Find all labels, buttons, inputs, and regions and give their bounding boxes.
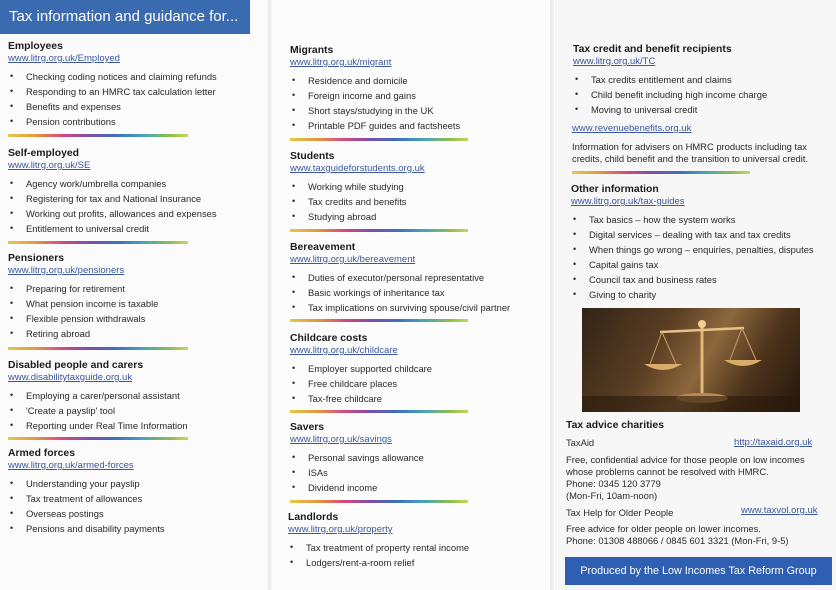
section-title: Migrants <box>290 45 334 56</box>
section-title: Landlords <box>288 512 339 523</box>
list-item: • Checking coding notices and claiming refunds <box>8 69 217 84</box>
section-title: Savers <box>290 422 325 433</box>
list-item: • ISAs <box>290 465 424 480</box>
section-disabled-carers <box>8 359 188 433</box>
list-item: • Digital services – dealing with tax and tax credits <box>571 227 814 242</box>
list-item: • Printable PDF guides and factsheets <box>290 118 460 133</box>
list-item: • Tax-free childcare <box>290 391 432 406</box>
divider <box>8 241 188 244</box>
list-item: • Employing a carer/personal assistant <box>8 388 188 403</box>
list-item: • 'Create a payslip' tool <box>8 403 188 418</box>
scales-of-justice-photo <box>582 308 800 412</box>
list-item: • Council tax and business rates <box>571 272 814 287</box>
list-item: • Pension contributions <box>8 114 217 129</box>
list-item: • Child benefit including high income charge <box>573 87 767 102</box>
taxaid-name: TaxAid <box>566 437 595 448</box>
list-item: • Retiring abroad <box>8 326 158 341</box>
section-title: Self-employed <box>8 148 80 159</box>
divider <box>8 437 188 440</box>
section-tax-advice-charities <box>566 419 826 432</box>
section-armed-forces <box>8 447 165 536</box>
scales-icon <box>582 308 800 412</box>
list-item: • Preparing for retirement <box>8 281 158 296</box>
section-self-employed <box>8 147 217 236</box>
older-people-name: Tax Help for Older People <box>566 507 674 518</box>
list-item: • Working out profits, allowances and expenses <box>8 206 217 221</box>
divider <box>572 171 750 174</box>
list-item: • Moving to universal credit <box>573 102 767 117</box>
list-item: • Basic workings of inheritance tax <box>290 285 510 300</box>
fold-line-2 <box>550 0 554 590</box>
section-employees <box>8 40 217 129</box>
advisers-description: Information for advisers on HMRC products including tax credits, child benefit and the transition to universal credit. <box>572 141 809 164</box>
list-item: • Tax basics – how the system works <box>571 212 814 227</box>
section-link[interactable]: www.taxguideforstudents.org.uk <box>290 163 425 174</box>
taxaid-description: Free, confidential advice for those people on low incomes whose problems cannot be resolved with HMRC. <box>566 454 805 477</box>
list-item: • Foreign income and gains <box>290 88 460 103</box>
section-title: Tax credit and benefit recipients <box>573 44 732 55</box>
section-savers <box>290 421 424 495</box>
list-item: • Employer supported childcare <box>290 361 432 376</box>
section-link[interactable]: www.disabilitytaxguide.org.uk <box>8 372 133 383</box>
section-students <box>290 150 425 224</box>
section-other-information <box>571 183 814 302</box>
older-people-description: Free advice for older people on lower incomes. <box>566 523 761 534</box>
section-title: Other information <box>571 184 659 195</box>
list-item: • Personal savings allowance <box>290 450 424 465</box>
section-link[interactable]: www.litrg.org.uk/childcare <box>290 345 398 356</box>
list-item: • Studying abroad <box>290 209 425 224</box>
section-link[interactable]: www.litrg.org.uk/migrant <box>290 57 392 68</box>
list-item: • Giving to charity <box>571 287 814 302</box>
revenuebenefits-link[interactable]: www.revenuebenefits.org.uk <box>572 123 692 134</box>
list-item: • Duties of executor/personal representative <box>290 270 510 285</box>
section-link[interactable]: www.litrg.org.uk/Employed <box>8 53 120 64</box>
list-item: • Understanding your payslip <box>8 476 165 491</box>
divider <box>290 319 468 322</box>
section-title: Pensioners <box>8 253 65 264</box>
list-item: • What pension income is taxable <box>8 296 158 311</box>
section-link[interactable]: www.litrg.org.uk/armed-forces <box>8 460 134 471</box>
section-landlords <box>288 511 469 570</box>
list-item: • Working while studying <box>290 179 425 194</box>
section-tax-credit-recipients <box>573 43 767 117</box>
list-item: • Tax treatment of property rental income <box>288 540 469 555</box>
list-item: • Free childcare places <box>290 376 432 391</box>
section-link[interactable]: www.litrg.org.uk/savings <box>290 434 392 445</box>
section-link[interactable]: www.litrg.org.uk/SE <box>8 160 91 171</box>
list-item: • Capital gains tax <box>571 257 814 272</box>
section-title: Students <box>290 151 335 162</box>
list-item: • Residence and domicile <box>290 73 460 88</box>
section-title: Employees <box>8 41 63 52</box>
section-link[interactable]: www.litrg.org.uk/bereavement <box>290 254 416 265</box>
section-childcare <box>290 332 432 406</box>
section-title: Tax advice charities <box>566 420 664 431</box>
section-link[interactable]: www.litrg.org.uk/TC <box>573 56 656 67</box>
list-item: • Short stays/studying in the UK <box>290 103 460 118</box>
taxaid-hours: (Mon-Fri, 10am-noon) <box>566 490 658 501</box>
section-title: Bereavement <box>290 242 356 253</box>
section-title: Disabled people and carers <box>8 360 144 371</box>
divider <box>290 500 468 503</box>
list-item: • Responding to an HMRC tax calculation letter <box>8 84 217 99</box>
list-item: • Tax credits and benefits <box>290 194 425 209</box>
list-item: • Entitlement to universal credit <box>8 221 217 236</box>
divider <box>290 410 468 413</box>
list-item: • Tax implications on surviving spouse/civil partner <box>290 300 510 315</box>
page-header: Tax information and guidance for... <box>0 0 250 34</box>
taxaid-link[interactable]: http://taxaid.org.uk <box>734 437 813 448</box>
divider <box>8 347 188 350</box>
list-item: • Tax credits entitlement and claims <box>573 72 767 87</box>
list-item: • Lodgers/rent-a-room relief <box>288 555 469 570</box>
section-link[interactable]: www.litrg.org.uk/property <box>288 524 393 535</box>
divider <box>8 134 188 137</box>
divider <box>290 229 468 232</box>
list-item: • Agency work/umbrella companies <box>8 176 217 191</box>
list-item: • Tax treatment of allowances <box>8 491 165 506</box>
list-item: • Registering for tax and National Insurance <box>8 191 217 206</box>
list-item: • Dividend income <box>290 480 424 495</box>
list-item: • Benefits and expenses <box>8 99 217 114</box>
section-title: Childcare costs <box>290 333 368 344</box>
list-item: • Overseas postings <box>8 506 165 521</box>
divider <box>290 138 468 141</box>
section-bereavement <box>290 241 510 315</box>
list-item: • Flexible pension withdrawals <box>8 311 158 326</box>
section-title: Armed forces <box>8 448 75 459</box>
list-item: • Pensions and disability payments <box>8 521 165 536</box>
taxaid-phone: Phone: 0345 120 3779 <box>566 478 661 489</box>
section-migrants <box>290 44 460 133</box>
section-link[interactable]: www.litrg.org.uk/tax-guides <box>571 196 685 207</box>
section-link[interactable]: www.litrg.org.uk/pensioners <box>8 265 125 276</box>
list-item: • When things go wrong – enquiries, penalties, disputes <box>571 242 814 257</box>
list-item: • Reporting under Real Time Information <box>8 418 188 433</box>
section-pensioners <box>8 252 158 341</box>
older-people-phone: Phone: 01308 488066 / 0845 601 3321 (Mon-Fri, 9-5) <box>566 535 789 546</box>
footer-banner: Produced by the Low Incomes Tax Reform Group <box>565 557 832 585</box>
taxvol-link[interactable]: www.taxvol.org.uk <box>741 505 818 516</box>
